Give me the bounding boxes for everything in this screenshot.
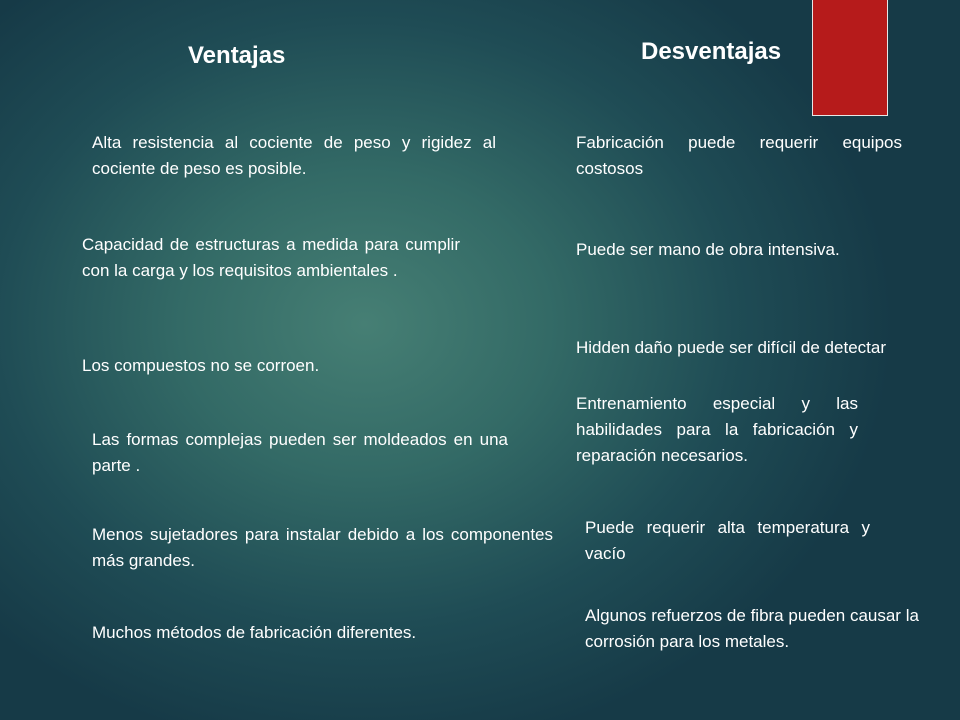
desventaja-item-3: Hidden daño puede ser difícil de detectar: [576, 338, 886, 357]
ventaja-item-5: Menos sujetadores para instalar debido a los componentes más grandes.: [92, 525, 553, 570]
desventaja-item-1: Fabricación puede requerir equipos costosos: [576, 133, 902, 178]
desventajas-heading: Desventajas: [641, 38, 782, 65]
desventaja-item-6: Algunos refuerzos de fibra pueden causar la corrosión para los metales.: [585, 606, 919, 651]
desventaja-item-2: Puede ser mano de obra intensiva.: [576, 240, 840, 259]
ventaja-item-2: Capacidad de estructuras a medida para cumplir con la carga y los requisitos ambientales .: [82, 235, 460, 280]
desventaja-item-5: Puede requerir alta temperatura y vacío: [585, 518, 870, 563]
desventaja-item-4: Entrenamiento especial y las habilidades para la fabricación y reparación necesarios.: [576, 394, 858, 465]
accent-bar: [812, 0, 888, 116]
ventajas-heading: Ventajas: [188, 42, 286, 69]
ventaja-item-1: Alta resistencia al cociente de peso y rigidez al cociente de peso es posible.: [92, 133, 496, 178]
ventaja-item-4: Las formas complejas pueden ser moldeados en una parte .: [92, 430, 508, 475]
ventaja-item-3: Los compuestos no se corroen.: [82, 356, 320, 375]
ventaja-item-6: Muchos métodos de fabricación diferentes.: [92, 623, 417, 642]
